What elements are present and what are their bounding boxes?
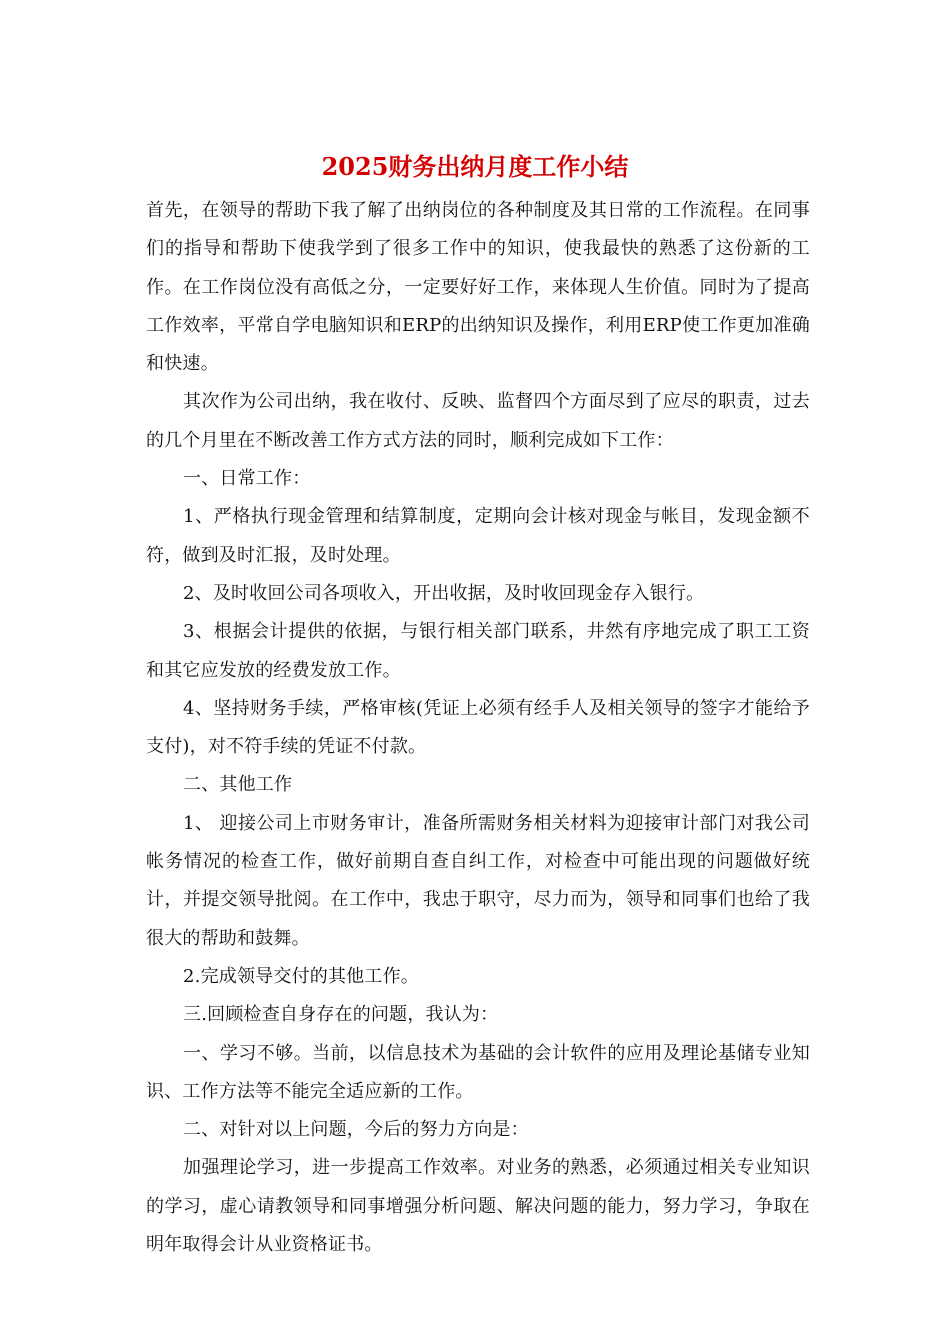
paragraph-other-item-1: 1、 迎接公司上市财务审计，准备所需财务相关材料为迎接审计部门对我公司帐务情况的检查工作，做好前期自查自纠工作，对检查中可能出现的问题做好统计，并提交领导批阅。在工作中，我忠于职守，尽力而为，领导和同事们也给了我很大的帮助和鼓舞。 <box>146 812 810 949</box>
paragraph-item-1: 1、严格执行现金管理和结算制度，定期向会计核对现金与帐目，发现金额不符，做到及时汇报，及时处理。 <box>146 506 810 566</box>
paragraph-problem: 一、学习不够。当前，以信息技术为基础的会计软件的应用及理论基储专业知识、工作方法等不能完全适应新的工作。 <box>146 1042 810 1102</box>
document-body <box>146 192 810 1264</box>
paragraph-other-item-2: 2.完成领导交付的其他工作。 <box>183 965 419 987</box>
paragraph-intro: 首先，在领导的帮助下我了解了出纳岗位的各种制度及其日常的工作流程。在同事们的指导和帮助下使我学到了很多工作中的知识，使我最快的熟悉了这份新的工作。在工作岗位没有高低之分，一定要好好工作，来体现人生价值。同时为了提高工作效率，平常自学电脑知识和ERP的出纳知识及操作，利用ERP使工作更加准确和快速。 <box>146 200 810 375</box>
section-heading-daily-work: 一、日常工作： <box>183 468 311 490</box>
document-title: 2025财务出纳月度工作小结 <box>321 152 629 181</box>
paragraph-item-3: 3、根据会计提供的依据，与银行相关部门联系，井然有序地完成了职工工资和其它应发放的经费发放工作。 <box>146 621 810 681</box>
section-heading-review: 三.回顾检查自身存在的问题，我认为： <box>183 1004 499 1026</box>
paragraph-item-2: 2、及时收回公司各项收入，开出收据，及时收回现金存入银行。 <box>183 582 705 604</box>
paragraph-duties: 其次作为公司出纳，我在收付、反映、监督四个方面尽到了应尽的职责，过去的几个月里在不断改善工作方式方法的同时，顺利完成如下工作： <box>146 391 810 451</box>
paragraph-direction-heading: 二、对针对以上问题，今后的努力方向是： <box>183 1119 529 1141</box>
section-heading-other-work: 二、其他工作 <box>183 774 293 796</box>
paragraph-item-4: 4、坚持财务手续，严格审核(凭证上必须有经手人及相关领导的签字才能给予支付)，对不符手续的凭证不付款。 <box>146 697 810 758</box>
paragraph-conclusion: 加强理论学习，进一步提高工作效率。对业务的熟悉，必须通过相关专业知识的学习，虚心请教领导和同事增强分析问题、解决问题的能力，努力学习，争取在明年取得会计从业资格证书。 <box>146 1157 810 1256</box>
